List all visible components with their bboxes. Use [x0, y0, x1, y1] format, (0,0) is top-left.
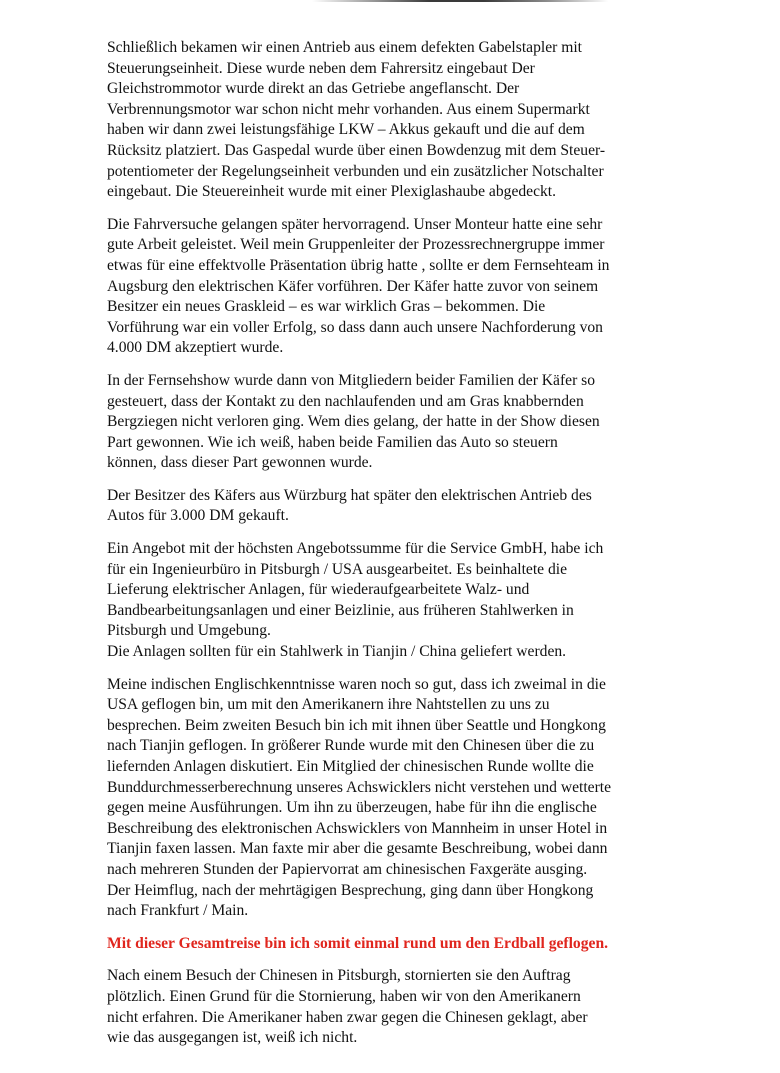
text-line: Bunddurchmesserberechnung unseres Achswicklers nicht verstehen und wetterte — [107, 778, 612, 796]
paragraph-drive-conversion — [107, 38, 719, 203]
text-line: etwas für eine effektvolle Präsentation übrig hatte , sollte er dem Fernsehteam in — [107, 256, 610, 274]
text-line: wie das ausgegangen ist, weiß ich nicht. — [107, 1029, 358, 1047]
paragraph-tv-show — [107, 371, 719, 474]
text-line: Ein Angebot mit der höchsten Angebotssumme für die Service GmbH, habe ich — [107, 540, 604, 558]
text-line: Rücksitz platziert. Das Gaspedal wurde über einen Bowdenzug mit dem Steuer- — [107, 141, 606, 159]
text-line: Schließlich bekamen wir einen Antrieb aus einem defekten Gabelstapler mit — [107, 39, 583, 56]
text-line: Lieferung elektrischer Anlagen, für wiederaufgearbeitete Walz- und — [107, 581, 530, 599]
paragraph-owner-purchase — [107, 486, 719, 527]
text-line: liefernden Anlagen diskutiert. Ein Mitglied der chinesischen Runde wollte die — [107, 758, 594, 775]
text-line: potentiometer der Regelungseinheit verbunden und ein zusätzlicher Notschalter — [107, 162, 604, 180]
scan-edge — [0, 0, 780, 2]
text-line: Vorführung war ein voller Erfolg, so dass dann auch unsere Nachforderung von — [107, 318, 603, 336]
text-line: eingebaut. Die Steuereinheit wurde mit einer Plexiglashaube abgedeckt. — [107, 183, 557, 201]
text-line: USA geflogen bin, um mit den Amerikanern ihre Nahtstellen zu uns zu — [107, 696, 550, 714]
text-line: Bandbearbeitungsanlagen und einer Beizlinie, aus früheren Stahlwerken in — [107, 601, 574, 619]
text-line: nicht erfahren. Die Amerikaner haben zwar gegen die Chinesen geklagt, aber — [107, 1008, 588, 1026]
text-line: nach Tianjin geflogen. In größerer Runde wurde mit den Chinesen über die zu — [107, 737, 595, 755]
text-line: plötzlich. Einen Grund für die Stornierung, haben wir von den Amerikanern — [107, 987, 581, 1005]
highlight-line: Mit dieser Gesamtreise bin ich somit einmal rund um den Erdball geflogen. — [107, 934, 609, 952]
text-line: gute Arbeit geleistet. Weil mein Gruppenleiter der Prozessrechnergruppe immer — [107, 236, 605, 254]
text-line: Die Anlagen sollten für ein Stahlwerk in Tianjin / China geliefert werden. — [107, 643, 567, 661]
text-line: Nach einem Besuch der Chinesen in Pitsburgh, stornierten sie den Auftrag — [107, 967, 571, 985]
text-line: gegen meine Ausführungen. Um ihn zu überzeugen, habe für ihn die englische — [107, 799, 597, 817]
document-page — [107, 38, 719, 1061]
text-line: nach mehreren Stunden der Papiervorrat am chinesischen Faxgeräte ausging. — [107, 860, 588, 878]
paragraph-test-drives — [107, 215, 719, 359]
text-line: Bergziegen nicht verloren ging. Wem dies gelang, der hatte in der Show diesen — [107, 413, 600, 431]
text-line: Tianjin faxen lassen. Man faxte mir aber die gesamte Beschreibung, wobei dann — [107, 840, 608, 858]
text-line: besprechen. Beim zweiten Besuch bin ich mit ihnen über Seattle und Hongkong — [107, 716, 606, 734]
text-line: Autos für 3.000 DM gekauft. — [107, 507, 289, 525]
text-line: haben wir dann zwei leistungsfähige LKW – Akkus gekauft und die auf dem — [107, 121, 585, 139]
text-line: Beschreibung des elektronischen Achswicklers von Mannheim in unser Hotel in — [107, 819, 608, 837]
paragraph-cancellation — [107, 966, 719, 1048]
text-line: Der Besitzer des Käfers aus Würzburg hat später den elektrischen Antrieb des — [107, 486, 592, 504]
text-line: nach Frankfurt / Main. — [107, 902, 249, 920]
text-line: Verbrennungsmotor war schon nicht mehr vorhanden. Aus einem Supermarkt — [107, 100, 590, 118]
text-line: In der Fernsehshow wurde dann von Mitgliedern beider Familien der Käfer so — [107, 371, 596, 389]
text-line: Part gewonnen. Wie ich weiß, haben beide Familien das Auto so steuern — [107, 433, 558, 451]
paragraph-offer — [107, 539, 719, 663]
text-line: Gleichstrommotor wurde direkt an das Getriebe angeflanscht. Der — [107, 80, 520, 98]
text-line: für ein Ingenieurbüro in Pitsburgh / USA ausgearbeitet. Es beinhaltete die — [107, 560, 568, 578]
text-line: Meine indischen Englischkenntnisse waren noch so gut, dass ich zweimal in die — [107, 675, 606, 693]
text-line: Augsburg den elektrischen Käfer vorführen. Der Käfer hatte zuvor von seinem — [107, 277, 599, 295]
paragraph-highlight — [107, 934, 719, 955]
text-line: 4.000 DM akzeptiert wurde. — [107, 339, 284, 357]
text-line: Steuerungseinheit. Diese wurde neben dem Fahrersitz eingebaut Der — [107, 59, 535, 77]
text-line: Besitzer ein neues Graskleid – es war wirklich Gras – bekommen. Die — [107, 298, 546, 316]
text-line: Pitsburgh und Umgebung. — [107, 622, 271, 640]
paragraph-trip — [107, 675, 719, 922]
text-line: Der Heimflug, nach der mehrtägigen Besprechung, ging dann über Hongkong — [107, 881, 594, 899]
text-line: gesteuert, dass der Kontakt zu den nachlaufenden und am Gras knabbernden — [107, 392, 584, 410]
text-line: können, dass dieser Part gewonnen wurde. — [107, 454, 373, 472]
text-line: Die Fahrversuche gelangen später hervorragend. Unser Monteur hatte eine sehr — [107, 215, 603, 233]
